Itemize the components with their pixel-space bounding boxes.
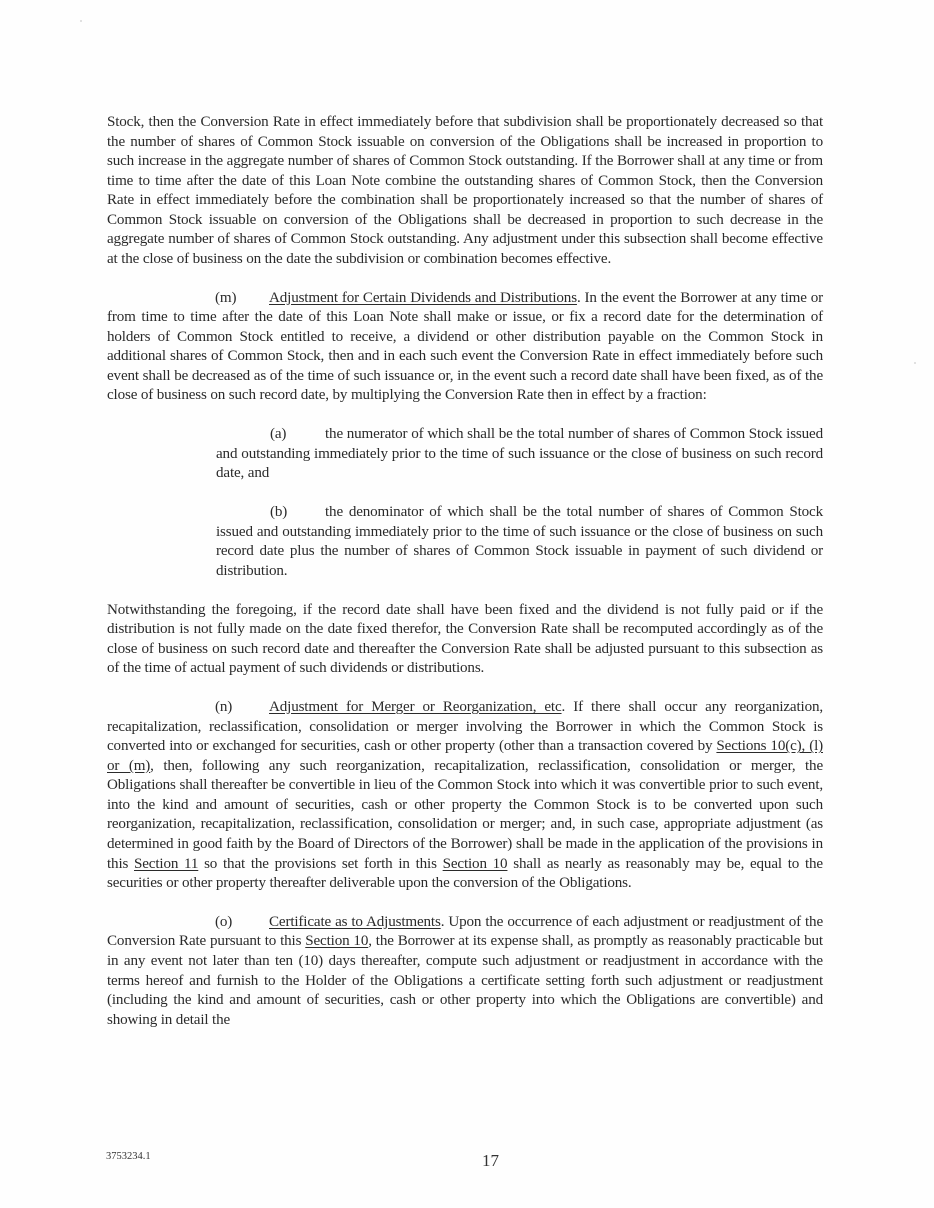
section-n-marker: (n) [215,699,233,716]
document-id: 3753234.1 [106,1151,151,1162]
section-m-text: . In the event the Borrower at any time or from time to time after the date of this Loan Note shall make or issue, or fix a record date for the determination of holders of Common Stock entitled to receive, a dividend or other distribution payable on the Common Stock in additional shares of Common Stock, then and in each such event the Conversion Rate in effect immediately before such event shall be decreased as of the time of such issuance or, in the event such a record date shall have been fixed, as of the close of business on such record date, by multiplying the Conversion Rate then in effect by a fraction: [107,289,824,404]
continuation-paragraph: Stock, then the Conversion Rate in effect immediately before that subdivision shall be proportionately decreased so that the number of shares of Common Stock issuable on conversion of the Obligations shall be increased in proportion to such increase in the aggregate number of shares of Common Stock outstanding. If the Borrower shall at any time or from time to time after the date of this Loan Note combine the outstanding shares of Common Stock, then the Conversion Rate in effect immediately before the combination shall be proportionately increased so that the number of shares of Common Stock issuable on conversion of the Obligations shall be decreased in proportion to such decrease in the aggregate number of shares of Common Stock outstanding. Any adjustment under this subsection shall become effective at the close of business on the date the subdivision or combination becomes effective. [107,114,823,267]
section-o-text-1: . Upon the occurrence of each adjustment or readjustment of the Conversion Rate pursuant to this [107,913,824,950]
section-n-text-3: so that the provisions set forth in this [198,855,443,872]
section-m-sub-b [216,503,823,581]
scan-artifact [80,20,82,22]
section-o-paragraph [107,913,823,1030]
section-n-text-1: . If there shall occur any reorganization, recapitalization, reclassification, consolidation or merger involving the Borrower in which the Common Stock is converted into or exchanged for securities, cash or other property (other than a transaction covered by [107,699,823,755]
sub-a-marker: (a) [270,426,287,443]
section-m-heading: Adjustment for Certain Dividends and Distributions [269,289,577,306]
section-10-reference: Section 10 [305,933,369,950]
section-10-reference: Section 10 [442,855,508,872]
sub-b-marker: (b) [270,504,288,521]
scan-artifact [914,362,916,364]
page-number: 17 [482,1151,499,1170]
section-o-text-2: , the Borrower at its expense shall, as promptly as reasonably practicable but in any event not later than ten (10) days thereafter, compute such adjustment or readjustment in accordance with the terms hereof and furnish to the Holder of the Obligations a certificate setting forth such adjustment or readjustment (including the kind and amount of securities, cash or other property into which the Obligations are convertible) and showing in detail the [107,933,823,1028]
section-n-heading: Adjustment for Merger or Reorganization, etc [269,699,562,716]
section-n-text-4: shall as nearly as reasonably may be, equal to the securities or other property thereafter deliverable upon the conversion of the Obligations. [107,855,823,892]
notwithstanding-paragraph: Notwithstanding the foregoing, if the record date shall have been fixed and the dividend is not fully paid or if the distribution is not fully made on the date fixed therefor, the Conversion Rate shall be recomputed accordingly as of the close of business on such record date and thereafter the Conversion Rate shall be adjusted pursuant to this subsection as of the time of actual payment of such dividends or distributions. [107,601,823,677]
section-reference-link: Sections 10(c), (l) or (m) [107,738,823,774]
sub-a-text: the numerator of which shall be the total number of shares of Common Stock issued and outstanding immediately prior to the time of such issuance or the close of business on such record date, and [216,426,823,482]
sub-b-text: the denominator of which shall be the total number of shares of Common Stock issued and outstanding immediately prior to the time of such issuance or the close of business on such record date plus the number of shares of Common Stock issuable in payment of such dividend or distribution. [216,504,823,579]
section-m-sub-a [216,425,823,484]
section-11-reference: Section 11 [134,855,199,872]
section-m-marker: (m) [215,289,237,306]
section-o-heading: Certificate as to Adjustments [269,913,441,930]
section-m-paragraph [107,289,823,406]
section-n-text-2: , then, following any such reorganization, recapitalization, reclassification, consolidation or merger, the Obligations shall thereafter be convertible in lieu of the Common Stock into which it was convertible prior to such event, into the kind and amount of securities, cash or other property the Common Stock is to be converted upon such reorganization, recapitalization, reclassification, consolidation or merger; and, in such case, appropriate adjustment (as determined in good faith by the Board of Directors of the Borrower) shall be made in the application of the provisions in this [107,757,824,872]
document-body [107,113,823,1050]
section-o-marker: (o) [215,913,233,930]
section-n-paragraph [107,698,823,893]
